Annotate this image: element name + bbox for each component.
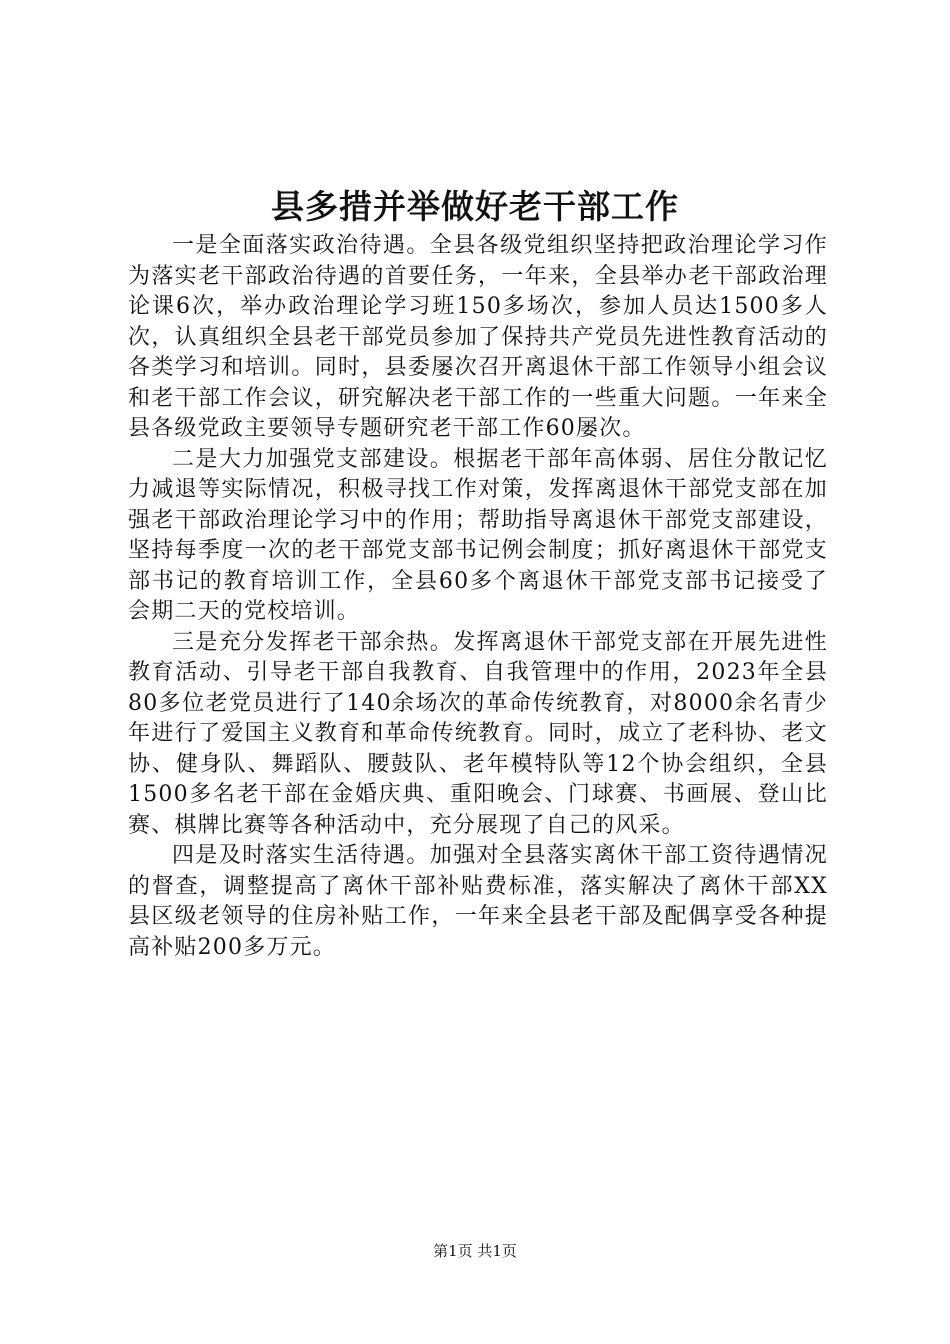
paragraph-4: 四是及时落实生活待遇。加强对全县落实离休干部工资待遇情况的督查，调整提高了离休干部补贴费标准，落实解决了离休干部XX县区级老领导的住房补贴工作，一年来全县老干部及配偶享受各种提高补贴200多万元。	[128, 843, 828, 960]
paragraph-3: 三是充分发挥老干部余热。发挥离退休干部党支部在开展先进性教育活动、引导老干部自我教育、自我管理中的作用，2023年全县80多位老党员进行了140余场次的革命传统教育，对8000余名青少年进行了爱国主义教育和革命传统教育。同时，成立了老科协、老文协、健身队、舞蹈队、腰鼓队、老年模特队等12个协会组织，全县1500多名老干部在金婚庆典、重阳晚会、门球赛、书画展、登山比赛、棋牌比赛等各种活动中，充分展现了自己的风采。	[128, 629, 828, 838]
document-body	[128, 231, 828, 963]
paragraph-2: 二是大力加强党支部建设。根据老干部年高体弱、居住分散记忆力减退等实际情况，积极寻找工作对策，发挥离退休干部党支部在加强老干部政治理论学习中的作用；帮助指导离退休干部党支部建设，坚持每季度一次的老干部党支部书记例会制度；抓好离退休干部党支部书记的教育培训工作，全县60多个离退休干部党支部书记接受了会期二天的党校培训。	[128, 446, 828, 624]
page-title: 县多措并举做好老干部工作	[271, 187, 679, 226]
page-number-footer: 第1页 共1页	[433, 1242, 517, 1260]
paragraph-1: 一是全面落实政治待遇。全县各级党组织坚持把政治理论学习作为落实老干部政治待遇的首要任务，一年来，全县举办老干部政治理论课6次，举办政治理论学习班150多场次，参加人员达1500多人次，认真组织全县老干部党员参加了保持共产党员先进性教育活动的各类学习和培训。同时，县委屡次召开离退休干部工作领导小组会议和老干部工作会议，研究解决老干部工作的一些重大问题。一年来全县各级党政主要领导专题研究老干部工作60屡次。	[128, 233, 828, 441]
